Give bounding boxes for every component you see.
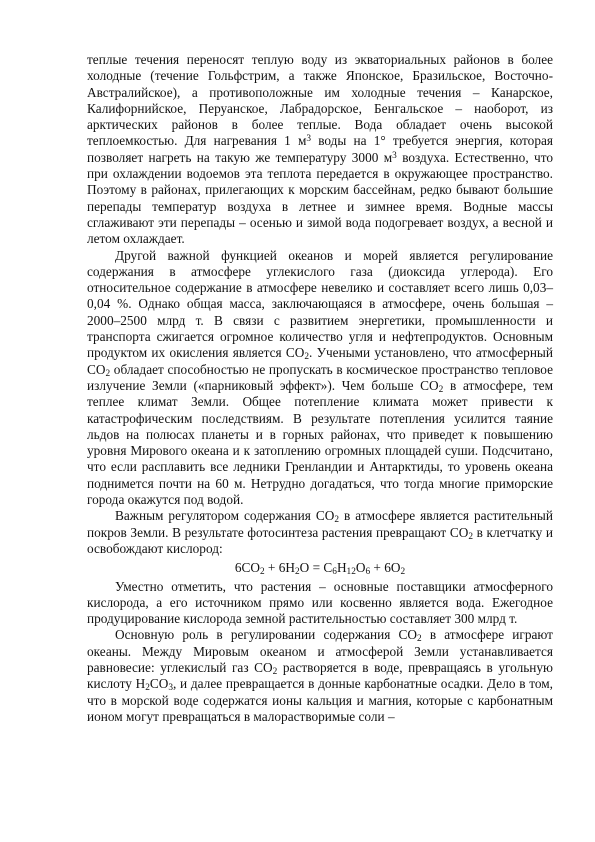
document-body xyxy=(87,52,553,725)
paragraph-ocean-currents: теплые течения переносят теплую воду из экваториальных районов в более холодные (течение Гольфстрим, а также Японское, Бразильское, Восточно-Австралийское), а противоположные им холодные течения – Канарское, Калифорнийское, Перуанское, Лабрадорское, Бенгальское – наоборот, из арктических районов в более теплые. Вода обладает очень высокой теплоемкостью. Для нагревания 1 $м^3$ воды на 1° требуется энергия, которая позволяет нагреть на такую же температуру 3000 $м^3$ воздуха. Естественно, что при охлаждении водоемов эта теплота передается в окружающее пространство. Поэтому в районах, прилегающих к морским бассейнам, редко бывают большие перепады температур воздуха в летнее и зимнее время. Водные массы сглаживают эти перепады – осенью и зимой вода подогревает воздух, а весной и летом охлаждает. xyxy=(87,52,554,247)
photosynthesis-formula: $6CO_2 + 6H_2O = C_6H_{12}O_6 + 6O_2$ xyxy=(234,560,406,578)
paragraph-vegetation: Важным регулятором содержания $CO_2$ в атмосфере является растительный покров Земли. В результате фотосинтеза растения превращают $CO_2$ в клетчатку и освобождают кислород: xyxy=(87,508,554,556)
paragraph-ocean-equilibrium: Основную роль в регулировании содержания $CO_2$ в атмосфере играют океаны. Между Мировым океаном и атмосферой Земли устанавливается равновесие: углекислый газ $CO_2$ растворяется в воде, превращаясь в угольную кислоту $H_2CO_3$, и далее превращается в донные карбонатные осадки. Дело в том, что в морской воде содержатся ионы кальция и магния, которые с карбонатным ионом могут превращаться в малорастворимые соли – xyxy=(87,627,553,724)
paragraph-co2-regulation: Другой важной функцией океанов и морей является регулирование содержания в атмосфере углекислого газа (диоксида углерода). Его относительное содержание в атмосфере невелико и составляет всего лишь 0,03–0,04 %. Однако общая масса, заключающаяся в атмосфере, очень большая – 2000–2500 млрд т. В связи с развитием энергетики, промышленности и транспорта сжигается огромное количество угля и нефтепродуктов. Основным продуктом их окисления является $CO_2$. Учеными установлено, что атмосферный $CO_2$ обладает способностью не пропускать в космическое пространство тепловое излучение Земли («парниковый эффект»). Чем больше $CO_2$ в атмосфере, тем теплее климат Земли. Общее потепление климата может привести к катастрофическим последствиям. В результате потепления усилится таяние льдов на полюсах планеты и в горных районах, что приведет к повышению уровня Мирового океана и к затоплению огромных площадей суши. Подсчитано, что если расплавить все ледники Гренландии и Антарктиды, то уровень океана поднимется почти на 60 м. Нетрудно догадаться, что тогда многие приморские города окажутся под водой. xyxy=(87,247,553,508)
paragraph-oxygen-supply: Уместно отметить, что растения – основные поставщики атмосферного кислорода, а его источником прямо или косвенно является вода. Ежегодное продуцирование кислорода земной растительностью составляет 300 млрд т. xyxy=(87,578,553,627)
